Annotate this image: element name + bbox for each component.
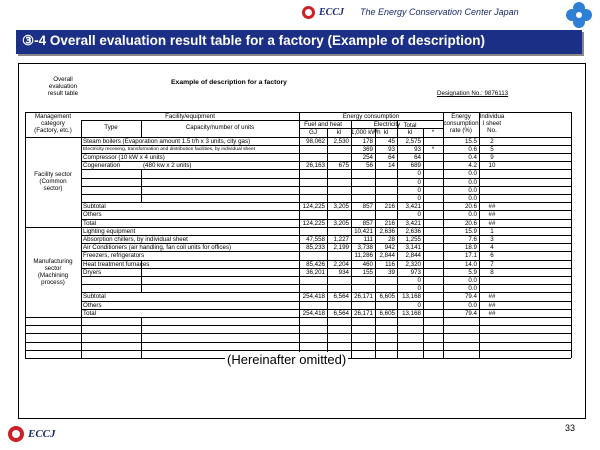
row-value: 2,320 [405,260,421,268]
row-rate: 17.1 [464,252,477,260]
header-sheet: l sheet [482,120,502,127]
header-management: Management [34,113,72,120]
row-type: Steam boilers (Evaporation amount 1.5 t/h x 3 units, city gas) [83,137,251,145]
row-value: 3,738 [357,244,373,252]
grid-line [81,284,571,285]
grid-line [25,333,571,334]
organization-name: The Energy Conservation Center Japan [360,7,519,17]
grid-line [423,128,424,136]
row-type: Heat treatment furnaces [83,260,150,268]
row-value: 36,201 [306,268,325,276]
row-sheet-no: 9 [490,154,494,161]
row-value: 3,205 [333,219,349,227]
row-value: 973 [410,268,421,276]
logo-text: ECCJ [28,428,56,440]
page-title: ③-4 Overall evaluation result table for a factory (Example of description) [22,33,485,48]
row-value: 98,062 [306,137,325,145]
corner-label [33,76,93,97]
header-rate: rate (%) [449,127,472,134]
row-sheet-no: 10 [488,162,496,170]
row-star: * [431,145,435,153]
grid-line [351,137,352,227]
row-value: 6,564 [333,293,349,301]
row-sheet-no: 5 [490,145,494,153]
row-value: 13,168 [402,309,421,317]
grid-line [479,112,480,137]
grid-line [571,227,572,317]
row-type: Air Conditioners (air handling, fan coil units for offices) [83,244,232,252]
row-rate: 0.0 [468,211,477,219]
grid-line [479,137,480,227]
row-value: 64 [414,154,421,161]
row-value: 28 [388,236,395,243]
row-type: Total [83,309,97,317]
grid-line [25,112,26,137]
grid-line [351,120,352,136]
row-value: 11,286 [354,252,373,260]
row-value: 2,199 [333,244,349,252]
row-value: 13,168 [402,293,421,301]
header-capacity: Capacity/number of units [185,124,255,132]
grid-line [327,227,328,317]
grid-line [25,317,571,318]
row-value: 93 [414,145,421,153]
row-rate: 15.5 [464,137,477,145]
row-rate: 0.0 [468,178,477,186]
row-value: 124,225 [302,219,325,227]
grid-line [141,169,142,202]
grid-line [25,317,26,358]
row-value: 942 [384,244,395,252]
omitted-note: (Hereinafter omitted) [227,352,347,367]
row-value: 26,163 [306,162,325,170]
row-value: 254,418 [302,293,325,301]
grid-line [299,137,300,227]
header-type: Type [104,124,118,132]
grid-line [299,112,300,137]
row-value: 6,605 [379,309,395,317]
grid-line [397,227,398,317]
row-type: Subtotal [83,203,106,211]
row-rate: 14.0 [464,260,477,268]
row-rate: 0.0 [468,301,477,309]
grid-line [25,342,571,343]
row-rate: 0.0 [468,285,477,293]
grid-line [81,169,571,170]
row-value: 934 [338,268,349,276]
row-value: 0 [417,170,421,178]
grid-line [443,227,444,317]
row-type: Freezers, refrigerators [83,252,145,260]
grid-line [443,317,444,358]
row-sheet-no: ## [488,309,496,317]
sector-label: (Common [39,178,67,186]
sector-label: sector) [43,185,63,193]
row-sheet-no: 7 [490,260,494,268]
row-value: 85,233 [306,244,325,252]
row-value: 254,418 [302,309,325,317]
grid-line [81,276,571,277]
page-number: 33 [565,423,576,433]
row-rate: 0.4 [468,154,477,161]
row-value: 56 [366,162,373,170]
row-value: 857 [362,203,373,211]
row-value: 45 [388,137,395,145]
row-value: 675 [338,162,349,170]
row-sheet-no: ## [488,203,496,211]
row-value: 2,844 [405,252,421,260]
row-value: 64 [388,154,395,161]
document-panel [18,63,586,419]
header-unit: kl [407,129,413,137]
header-unit: 1,000 kWh [351,129,381,137]
grid-line [375,137,376,227]
header-sheet: Individua [479,113,505,120]
row-value: 3,421 [405,219,421,227]
grid-line [81,186,571,187]
row-value: 3,421 [405,203,421,211]
sector-label: Facility sector [34,171,72,179]
designation-number: Designation No.: 9876113 [437,90,509,97]
row-sheet-no: 8 [490,268,494,276]
row-value: 26,171 [354,293,373,301]
grid-line [443,137,444,227]
row-rate: 0.6 [468,145,477,153]
row-sheet-no: 2 [490,137,494,145]
row-value: 14 [388,162,395,170]
row-value: 6,564 [333,309,349,317]
row-rate: 20.6 [464,219,477,227]
row-type: Subtotal [83,293,106,301]
row-sheet-no: 3 [490,236,494,243]
grid-line [25,325,571,326]
row-value: 2,844 [379,252,395,260]
row-type: Total [83,219,97,227]
grid-line [397,137,398,227]
row-value: 2,530 [333,137,349,145]
header-fuel: Fuel and heat [304,121,342,129]
row-value: 0 [417,195,421,202]
grid-line [571,112,572,137]
corner-line: Overall [53,76,73,83]
row-value: 47,558 [306,236,325,243]
row-rate: 5.9 [468,268,477,276]
row-rate: 79.4 [464,309,477,317]
row-rate: 0.0 [468,170,477,178]
row-type: Others [83,211,102,219]
grid-line [81,178,571,179]
row-sheet-no: ## [488,301,496,309]
row-value: 2,575 [405,137,421,145]
row-value: 6,605 [379,293,395,301]
sector-label: Manufacturing [33,257,73,265]
row-value: 10,421 [354,227,373,235]
grid-line [81,227,82,317]
header-facility: Facility/equipment [165,113,215,120]
header-sheet: No. [487,127,497,134]
corner-line: evaluation [48,83,78,90]
row-rate: 0.0 [468,195,477,202]
row-type: Absorption chillers, by individual sheet [83,236,188,243]
sector-label: sector [44,264,62,272]
grid-line [351,227,352,317]
grid-line [141,317,142,358]
grid-line [81,120,82,136]
grid-line [479,227,480,317]
row-sheet-no: 4 [490,244,494,252]
grid-line [327,128,328,136]
grid-line [397,120,398,136]
header-rate: consumption [443,120,479,127]
header-energy: Energy consumption [342,113,400,120]
grid-line [571,317,572,358]
grid-line [81,137,82,227]
row-sheet-no: 1 [490,227,494,235]
row-value: 2,636 [405,227,421,235]
grid-line [81,317,82,358]
header-unit: kl [383,129,389,137]
clover-icon [564,0,594,30]
grid-line [571,137,572,227]
row-value: 216 [384,219,395,227]
row-value: 1,255 [405,236,421,243]
row-rate: 0.0 [468,186,477,194]
eccj-mark-icon [302,6,315,19]
row-value: 689 [410,162,421,170]
row-rate: 20.6 [464,203,477,211]
eccj-logo-bottom [8,426,56,442]
row-value: 155 [362,268,373,276]
grid-line [397,317,398,358]
grid-line [423,227,424,317]
row-value: 216 [384,203,395,211]
row-type: Electricity receiving, transformation and distribution facilities, by individual sheet [83,146,256,152]
row-value: 1,227 [333,236,349,243]
grid-line [327,137,328,227]
grid-line [25,350,571,351]
grid-line [423,137,424,227]
header-unit: kl [336,129,342,137]
row-value: 124,225 [302,203,325,211]
logo-text: ECCJ [319,6,345,18]
row-value: 369 [362,145,373,153]
row-sheet-no: ## [488,293,496,301]
row-rate: 7.6 [468,236,477,243]
row-value: 39 [388,268,395,276]
row-type: Cogeneration [83,162,121,170]
grid-line [375,317,376,358]
top-header [0,0,600,24]
row-value: 0 [417,211,421,219]
header-rate: Energy [451,113,471,120]
sector-label: (Machining [37,271,69,279]
row-value: 0 [417,301,421,309]
row-value: 0 [417,277,421,284]
header-management: (Factory, etc.) [34,127,72,134]
eccj-mark-icon [8,426,24,442]
row-value: 3,141 [405,244,421,252]
grid-line [351,317,352,358]
grid-line [81,194,571,195]
corner-line: result table [47,90,79,97]
row-sheet-no: ## [488,211,496,219]
grid-line [375,227,376,317]
row-value: 0 [417,285,421,293]
row-value: 0 [417,186,421,194]
row-sheet-no: 6 [490,252,494,260]
row-value: 254 [362,154,373,161]
sector-label: process) [41,278,65,286]
row-type: Dryers [83,268,102,276]
grid-line [141,260,142,293]
header-star: * [431,129,435,137]
header-electricity: Electricity [373,121,401,129]
grid-line [423,317,424,358]
row-value: 178 [362,137,373,145]
header-management: category [41,120,65,127]
grid-line [375,128,376,136]
row-rate: 4.2 [468,162,477,170]
row-sheet-no: ## [488,219,496,227]
row-value: 93 [388,145,395,153]
row-rate: 79.4 [464,293,477,301]
row-value: 460 [362,260,373,268]
row-value: 3,205 [333,203,349,211]
grid-line [141,120,142,136]
row-type: Lighting equipment [83,227,136,235]
row-rate: 0.0 [468,277,477,284]
row-value: 857 [362,219,373,227]
row-value: 111 [363,236,373,243]
grid-line [299,227,300,317]
row-value: 116 [385,260,395,268]
header-total: Total [403,122,417,130]
row-type: Compressor (10 kW x 4 units) [83,154,165,161]
grid-line [479,317,480,358]
title-bar [16,30,582,54]
grid-line [443,112,444,137]
row-value: 2,636 [379,227,395,235]
row-value: 0 [417,178,421,186]
row-rate: 15.9 [464,227,477,235]
row-capacity: (480 kw x 2 units) [143,162,192,170]
table-caption: Example of description for a factory [171,79,287,86]
row-type: Others [83,301,102,309]
header-unit: GJ [309,129,317,137]
row-value: 2,204 [333,260,349,268]
row-value: 85,426 [306,260,325,268]
row-value: 26,171 [354,309,373,317]
eccj-logo [302,3,344,21]
row-rate: 18.9 [464,244,477,252]
